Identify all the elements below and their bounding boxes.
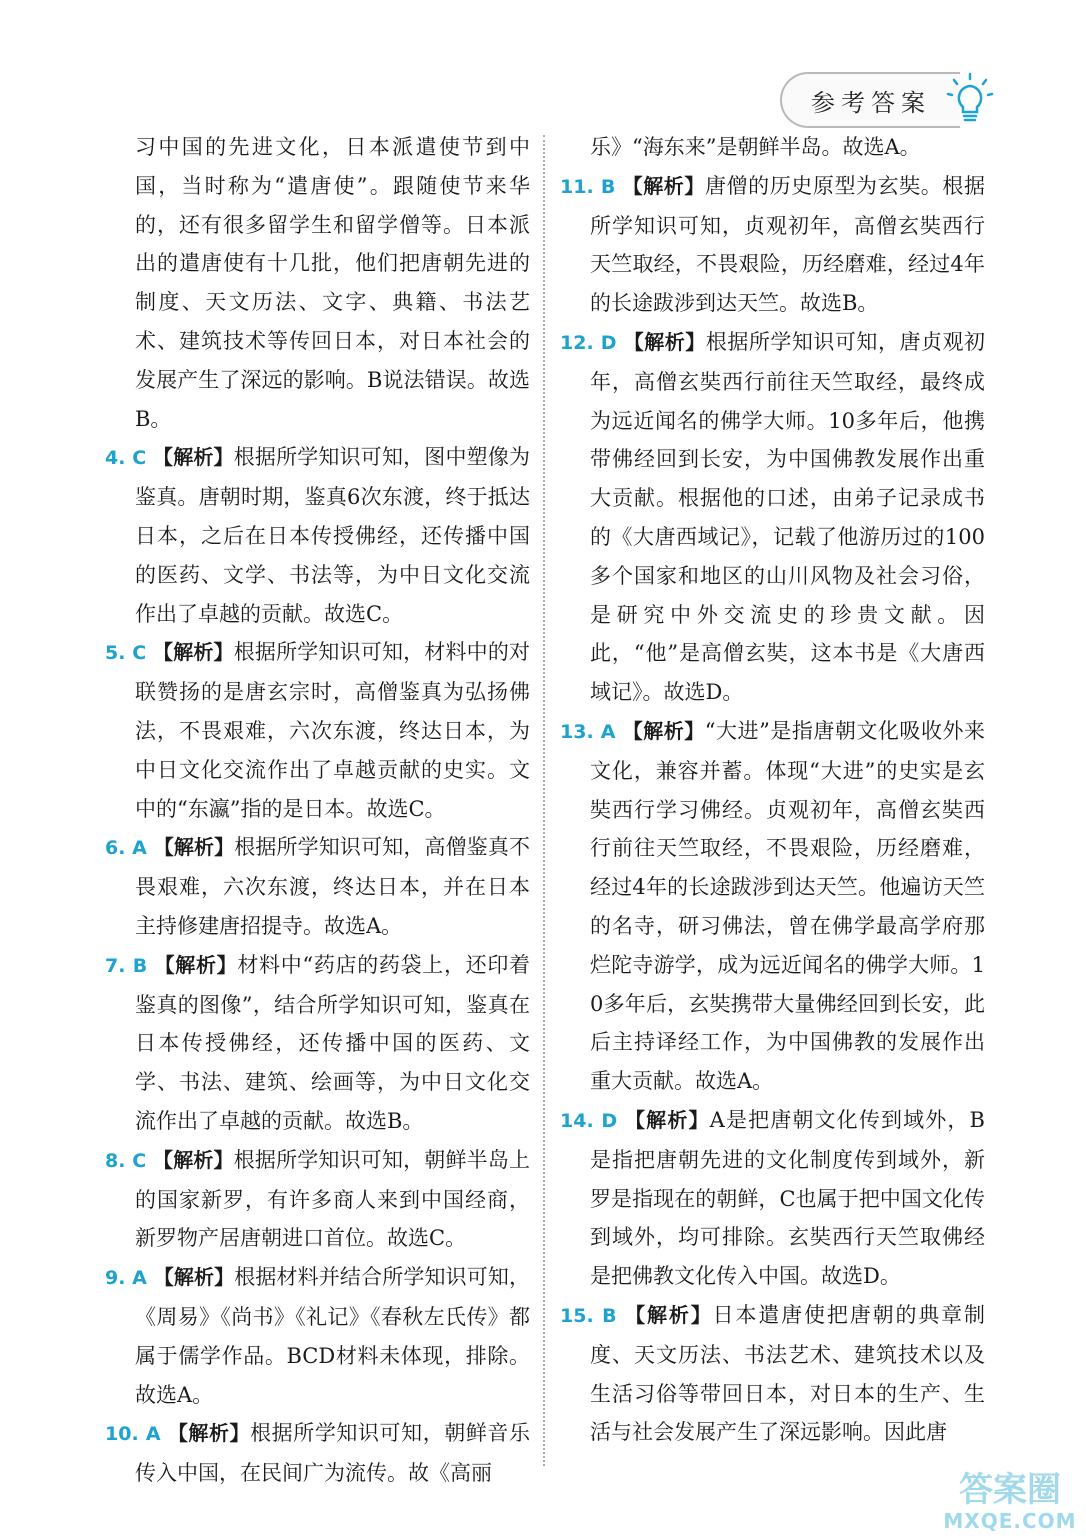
answer-text: 根据所学知识可知，朝鲜半岛上的国家新罗，有许多商人来到中国经商，新罗物产居唐朝进口首位。故选C。 (135, 1147, 530, 1251)
analysis-tag: 【解析】 (622, 718, 705, 743)
right-column (560, 128, 985, 1452)
continued-answer: 习中国的先进文化，日本派遣使节到中国，当时称为“遣唐使”。跟随使节来华的，还有很多留学生和留学僧等。日本派出的遣唐使有十几批，他们把唐朝先进的制度、天文历法、文字、典籍、书法艺术、建筑技术等传回日本，对日本社会的发展产生了深远的影响。B说法错误。故选B。 (135, 135, 530, 431)
answer-item (105, 1258, 530, 1414)
answer-item (105, 1414, 530, 1493)
answer-number: 8. C (105, 1149, 147, 1172)
analysis-tag: 【解析】 (154, 952, 238, 977)
answer-item (560, 1101, 985, 1296)
watermark (935, 1470, 1085, 1536)
watermark-url: MXQE.COM (943, 1509, 1077, 1533)
answer-text: 材料中“药店的药袋上，还印着鉴真的图像”，结合所学知识可知，鉴真在日本传授佛经，还传播中国的医药、文学、书法、建筑、绘画等，为中日文化交流作出了卓越的贡献。故选B。 (135, 952, 530, 1133)
answer-number: 15. B (560, 1304, 617, 1327)
answer-number: 10. A (105, 1423, 161, 1446)
answer-number: 7. B (105, 954, 148, 977)
answer-item (560, 712, 985, 1101)
answer-list-left (105, 438, 530, 1493)
answer-number: 9. A (105, 1267, 147, 1290)
answer-number: 11. B (560, 175, 616, 198)
answer-item (560, 323, 985, 712)
analysis-tag: 【解析】 (153, 640, 234, 665)
answer-text: “大进”是指唐朝文化吸收外来文化，兼容并蓄。体现“大进”的史实是玄奘西行学习佛经。贞观初年，高僧玄奘西行前往天竺取经，不畏艰险，历经磨难，经过4年的长途跋涉到达天竺。他遍访天竺的名寺，研习佛法，曾在佛学最高学府那烂陀寺游学，成为远近闻名的佛学大师。10多年后，玄奘携带大量佛经回到长安，此后主持译经工作，为中国佛教的发展作出重大贡献。故选A。 (590, 718, 985, 1094)
analysis-tag: 【解析】 (153, 1147, 234, 1172)
answer-item (105, 828, 530, 945)
analysis-tag: 【解析】 (623, 329, 706, 354)
answer-number: 12. D (560, 331, 617, 354)
section-header-tab (780, 72, 960, 128)
answer-item (105, 1141, 530, 1258)
answer-number: 6. A (105, 837, 147, 860)
left-column (105, 128, 530, 1493)
answer-text: 根据所学知识可知，图中塑像为鉴真。唐朝时期，鉴真6次东渡，终于抵达日本，之后在日本传授佛经，还传播中国的医药、文学、书法等，为中日文化交流作出了卓越的贡献。故选C。 (135, 445, 530, 626)
answer-text: 根据所学知识可知，高僧鉴真不畏艰难，六次东渡，终达日本，并在日本主持修建唐招提寺。故选A。 (135, 835, 531, 938)
analysis-tag: 【解析】 (625, 1107, 710, 1132)
lightbulb-icon (940, 70, 1000, 130)
analysis-tag: 【解析】 (622, 173, 705, 198)
answer-item (105, 438, 530, 633)
continued-answer: 乐》“海东来”是朝鲜半岛。故选A。 (590, 135, 921, 159)
analysis-tag: 【解析】 (153, 1265, 235, 1290)
answer-item (560, 167, 985, 323)
analysis-tag: 【解析】 (153, 835, 235, 860)
answer-number: 14. D (560, 1109, 618, 1132)
answer-item (105, 946, 530, 1141)
answer-item (560, 1296, 985, 1452)
answer-text: 根据材料并结合所学知识可知，《周易》《尚书》《礼记》《春秋左氏传》都属于儒学作品。BCD材料未体现，排除。故选A。 (135, 1265, 531, 1407)
answer-text: A是把唐朝文化传到域外，B是指把唐朝先进的文化制度传到域外，新罗是指现在的朝鲜，C也属于把中国文化传到域外，均可排除。玄奘西行天竺取佛经是把佛教文化传入中国。故选D。 (590, 1107, 985, 1289)
answer-item (105, 633, 530, 828)
analysis-tag: 【解析】 (167, 1421, 251, 1446)
answer-text: 根据所学知识可知，朝鲜音乐传入中国，在民间广为流传。故《高丽 (135, 1421, 530, 1486)
answer-text: 日本遣唐使把唐朝的典章制度、天文历法、书法艺术、建筑技术以及生活习俗等带回日本，对日本的生产、生活与社会发展产生了深远影响。因此唐 (590, 1302, 986, 1445)
analysis-tag: 【解析】 (153, 445, 234, 470)
answer-number: 13. A (560, 720, 616, 743)
answer-text: 唐僧的历史原型为玄奘。根据所学知识可知，贞观初年，高僧玄奘西行天竺取经，不畏艰险，历经磨难，经过4年的长途跋涉到达天竺。故选B。 (590, 173, 985, 316)
answer-text: 根据所学知识可知，材料中的对联赞扬的是唐玄宗时，高僧鉴真为弘扬佛法，不畏艰难，六次东渡，终达日本，为中日文化交流作出了卓越贡献的史实。文中的“东瀛”指的是日本。故选C。 (135, 640, 530, 821)
watermark-logo-text: 答案圈 (959, 1470, 1061, 1510)
answer-list-right (560, 167, 985, 1452)
analysis-tag: 【解析】 (625, 1302, 713, 1327)
column-divider (543, 135, 545, 1466)
answer-number: 4. C (105, 447, 147, 470)
answer-number: 5. C (105, 642, 147, 665)
section-title: 参考答案 (811, 88, 931, 117)
answer-text: 根据所学知识可知，唐贞观初年，高僧玄奘西行前往天竺取经，最终成为远近闻名的佛学大师。10多年后，他携带佛经回到长安，为中国佛教发展作出重大贡献。根据他的口述，由弟子记录成书的《大唐西域记》，记载了他游历过的100多个国家和地区的山川风物及社会习俗，是研究中外交流史的珍贵文献。因此，“他”是高僧玄奘，这本书是《大唐西域记》。故选D。 (590, 329, 986, 705)
